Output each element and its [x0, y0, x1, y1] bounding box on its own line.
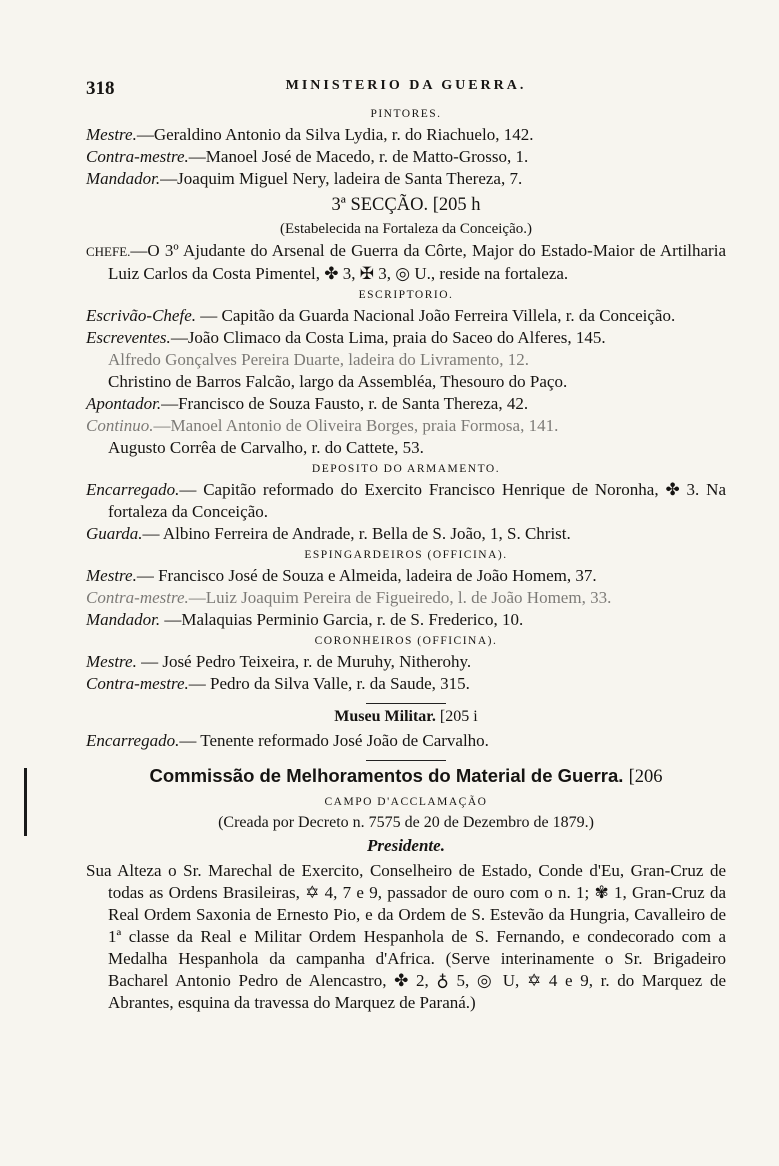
running-title: MINISTERIO DA GUERRA.	[285, 78, 527, 93]
entry-text: —Manoel José de Macedo, r. de Matto-Grosso, 1.	[188, 147, 529, 166]
entry-text: —Francisco de Souza Fausto, r. de Santa Thereza, 42.	[161, 394, 529, 413]
entry-label: Encarregado.	[86, 480, 180, 499]
museu-entry	[86, 730, 726, 752]
deposito-entry-1	[86, 523, 726, 545]
entry-label: Contra-mestre.	[86, 147, 189, 166]
chefe-label: CHEFE.	[86, 244, 131, 259]
secao3-note: (Estabelecida na Fortaleza da Conceição.)	[280, 221, 532, 237]
entry-label: Continuo.	[86, 416, 154, 435]
page-header	[86, 78, 726, 104]
entry-text: Alfredo Gonçalves Pereira Duarte, ladeira do Livramento, 12.	[108, 350, 530, 369]
coronheiros-entry-1	[86, 673, 726, 695]
commissao-title-text: Commissão de Melhoramentos do Material de Guerra.	[149, 765, 624, 786]
entry-label: Encarregado.	[86, 731, 180, 750]
entry-label: Mandador.	[86, 169, 161, 188]
escriptorio-entry-6	[86, 437, 726, 459]
entry-label: Contra-mestre.	[86, 588, 189, 607]
pintores-entry-1	[86, 146, 726, 168]
commissao-decree: (Creada por Decreto n. 7575 de 20 de Dezembro de 1879.)	[218, 814, 594, 831]
commissao-title	[86, 761, 726, 792]
espingardeiros-entry-0	[86, 565, 726, 587]
commissao-subheading: CAMPO D'ACCLAMAÇÃO	[324, 796, 488, 808]
coronheiros-entry-0	[86, 651, 726, 673]
escriptorio-entry-0	[86, 305, 726, 327]
escriptorio-entry-2	[86, 349, 726, 371]
entry-text: — Capitão reformado do Exercito Francisco Henrique de Noronha, ✤ 3. Na fortaleza da Conceição.	[108, 480, 726, 521]
entry-label: Mestre.	[86, 652, 137, 671]
entry-text: —Luiz Joaquim Pereira de Figueiredo, l. de João Homem, 33.	[188, 588, 612, 607]
secao3-chefe	[86, 240, 726, 285]
escriptorio-entry-5	[86, 415, 726, 437]
secao3-title: 3ª SECÇÃO. [205 h	[331, 195, 481, 215]
espingardeiros-heading: ESPINGARDEIROS (OFFICINA).	[304, 549, 508, 561]
deposito-heading: DEPOSITO DO ARMAMENTO.	[311, 463, 501, 475]
entry-text: — Albino Ferreira de Andrade, r. Bella de S. João, 1, S. Christ.	[142, 524, 571, 543]
page-number: 318	[86, 78, 115, 99]
entry-text: —Manoel Antonio de Oliveira Borges, praia Formosa, 141.	[153, 416, 559, 435]
entry-label: Mandador.	[86, 610, 161, 629]
entry-label: Escrivão-Chefe.	[86, 306, 196, 325]
entry-text: — José Pedro Teixeira, r. de Muruhy, Nitherohy.	[136, 652, 472, 671]
entry-label: Guarda.	[86, 524, 143, 543]
escriptorio-entry-1	[86, 327, 726, 349]
entry-label: Mestre.	[86, 125, 137, 144]
museu-title	[86, 704, 726, 730]
entry-text: —Malaquias Perminio Garcia, r. de S. Frederico, 10.	[160, 610, 524, 629]
espingardeiros-entry-2	[86, 609, 726, 631]
entry-label: Apontador.	[86, 394, 162, 413]
escriptorio-heading: ESCRIPTORIO.	[358, 289, 454, 301]
entry-text: Christino de Barros Falcão, largo da Assembléa, Thesouro do Paço.	[108, 372, 568, 391]
entry-text: Augusto Corrêa de Carvalho, r. do Cattete, 53.	[108, 438, 424, 457]
entry-text: — Capitão da Guarda Nacional João Ferreira Villela, r. da Conceição.	[196, 306, 676, 325]
escriptorio-entry-3	[86, 371, 726, 393]
presidente-text: Sua Alteza o Sr. Marechal de Exercito, Conselheiro de Estado, Conde d'Eu, Gran-Cruz de todas as Ordens Brasileiras, ✡ 4, 7 e 9, passador de ouro com o n. 1; ✾ 1, Gran-Cruz da Real Ordem Saxonia de Ernesto Pio, e da Ordem de S. Estevão da Hungria, Cavalleiro de 1ª classe da Real e Militar Ordem Hespanhola de S. Fernando, e condecorado com a Medalha Hespanhola da campanha d'Africa. (Serve interinamente o Sr. Brigadeiro Bacharel Antonio Pedro de Alencastro, ✤ 2, ♁ 5, ◎ U, ✡ 4 e 9, r. do Marquez de Abrantes, esquina da travessa do Marquez de Paraná.)	[86, 861, 726, 1012]
espingardeiros-entry-1	[86, 587, 726, 609]
entry-text: —João Climaco da Costa Lima, praia do Saceo do Alferes, 145.	[170, 328, 606, 347]
escriptorio-entry-4	[86, 393, 726, 415]
entry-label: Mestre.	[86, 566, 137, 585]
pintores-entry-2	[86, 168, 726, 190]
entry-text: — Tenente reformado José João de Carvalho.	[179, 731, 489, 750]
document-page	[86, 78, 726, 1014]
entry-text: — Pedro da Silva Valle, r. da Saude, 315.	[188, 674, 470, 693]
margin-mark	[24, 768, 27, 836]
entry-text: —Geraldino Antonio da Silva Lydia, r. do Riachuelo, 142.	[136, 125, 534, 144]
commissao-ref: [206	[628, 767, 663, 787]
museu-title-text: Museu Militar.	[334, 708, 436, 725]
entry-label: Escreventes.	[86, 328, 171, 347]
coronheiros-heading: CORONHEIROS (OFFICINA).	[314, 635, 498, 647]
presidente-heading: Presidente.	[367, 836, 445, 855]
entry-label: Contra-mestre.	[86, 674, 189, 693]
entry-text: — Francisco José de Souza e Almeida, ladeira de João Homem, 37.	[136, 566, 597, 585]
pintores-heading: PINTORES.	[370, 108, 442, 120]
museu-ref: [205 i	[439, 708, 478, 725]
pintores-entry-0	[86, 124, 726, 146]
deposito-entry-0	[86, 479, 726, 523]
entry-text: —Joaquim Miguel Nery, ladeira de Santa Thereza, 7.	[160, 169, 523, 188]
chefe-text: —O 3º Ajudante do Arsenal de Guerra da Côrte, Major do Estado-Maior de Artilharia Luiz Carlos da Costa Pimentel, ✤ 3, ✠ 3, ◎ U., reside na fortaleza.	[108, 241, 726, 283]
